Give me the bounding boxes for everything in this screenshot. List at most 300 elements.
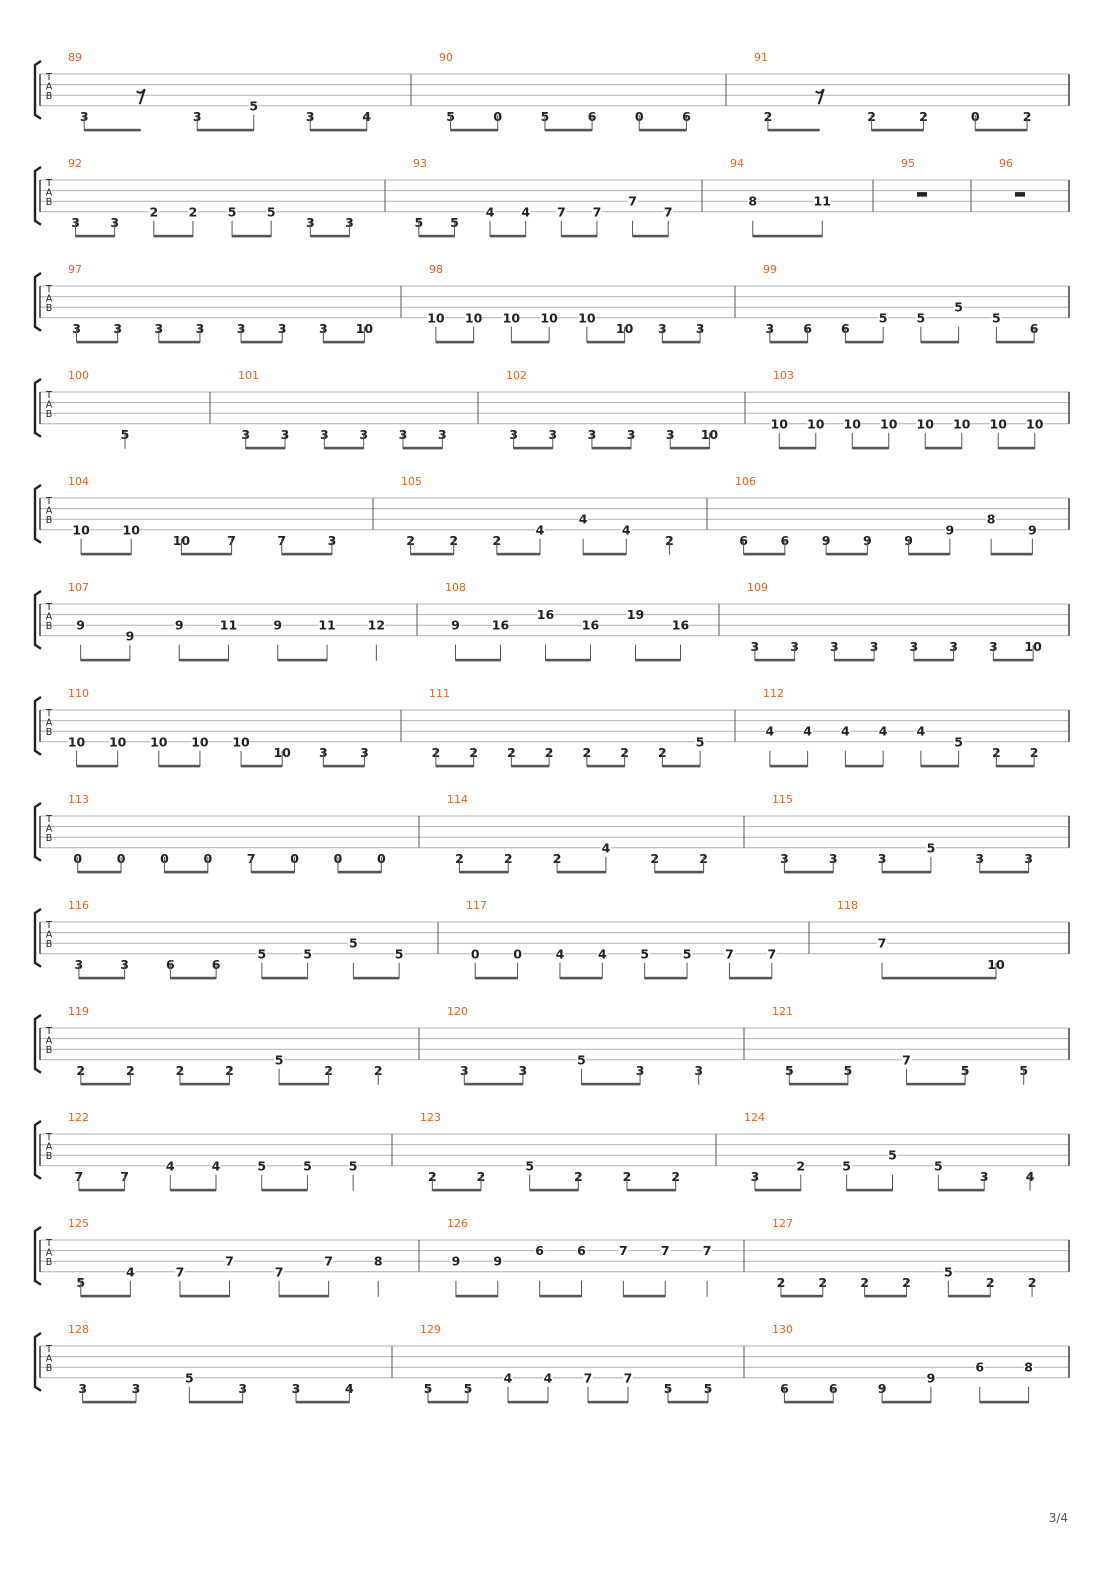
fret-number: 4	[165, 1158, 175, 1174]
beam	[78, 871, 121, 874]
beam	[645, 977, 687, 980]
fret-number: 3	[110, 214, 120, 230]
fret-number: 0	[333, 850, 343, 866]
measure-number: 127	[772, 1217, 793, 1230]
fret-number: 12	[367, 617, 386, 633]
measure-number: 94	[730, 157, 744, 170]
beam	[436, 341, 474, 344]
fret-number: 3	[694, 1062, 704, 1078]
fret-number: 3	[327, 532, 337, 548]
fret-number: 5	[992, 310, 1001, 326]
fret-number: 10	[464, 310, 483, 326]
fret-number: 7	[277, 532, 287, 548]
beam	[561, 235, 597, 238]
beam	[852, 447, 889, 450]
fret-number: 2	[699, 850, 708, 866]
fret-number: 0	[634, 108, 644, 124]
fret-number: 5	[916, 310, 926, 326]
fret-number: 3	[154, 320, 164, 336]
fret-number: 3	[305, 108, 315, 124]
tab-clef-letter: T	[46, 920, 52, 931]
fret-number: 3	[72, 320, 81, 336]
fret-number: 3	[587, 426, 597, 442]
fret-number: 7	[702, 1243, 712, 1259]
beam	[789, 1083, 848, 1086]
beam	[497, 553, 540, 556]
fret-number: 3	[113, 320, 123, 336]
fret-number: 10	[150, 734, 168, 750]
fret-number: 10	[987, 956, 1005, 972]
fret-number: 2	[763, 108, 773, 124]
fret-number: 5	[303, 946, 312, 962]
fret-number: 6	[739, 532, 748, 548]
beam	[996, 341, 1034, 344]
fret-number: 2	[503, 850, 513, 866]
beam	[546, 659, 591, 662]
fret-number: 7	[628, 193, 637, 209]
beam	[180, 1295, 230, 1298]
fret-number: 5	[960, 1062, 970, 1078]
fret-number: 6	[780, 1380, 789, 1396]
measure-number: 93	[413, 157, 427, 170]
measure-number: 109	[747, 581, 768, 594]
measure-number: 106	[735, 475, 756, 488]
fret-number: 5	[695, 734, 705, 750]
fret-number: 2	[324, 1062, 333, 1078]
beam	[662, 341, 700, 344]
fret-number: 7	[225, 1253, 234, 1269]
beam	[557, 871, 606, 874]
fret-number: 10	[191, 734, 209, 750]
beam	[770, 341, 808, 344]
beam	[865, 1295, 907, 1298]
fret-number: 2	[373, 1062, 383, 1078]
fret-number: 4	[362, 108, 372, 124]
fret-number: 3	[518, 1062, 528, 1078]
tab-clef-letter: T	[46, 1238, 52, 1249]
fret-number: 6	[535, 1243, 544, 1259]
beam	[232, 235, 271, 238]
beam	[744, 553, 785, 556]
fret-number: 3	[79, 108, 89, 124]
beam	[826, 553, 867, 556]
fret-number: 4	[765, 723, 775, 739]
fret-number: 10	[122, 522, 140, 538]
beam	[353, 977, 399, 980]
fret-number: 2	[126, 1062, 135, 1078]
fret-number: 7	[556, 204, 566, 220]
beam	[882, 977, 996, 980]
tab-clef-letter: B	[45, 1151, 53, 1162]
fret-number: 4	[485, 204, 495, 220]
fret-number: 5	[414, 214, 424, 230]
beam	[282, 553, 332, 556]
fret-number: 2	[225, 1062, 234, 1078]
fret-number: 4	[916, 723, 926, 739]
fret-number: 2	[622, 1168, 632, 1184]
tab-clef-letter: A	[45, 505, 53, 517]
beam	[588, 1401, 628, 1404]
fret-number: 6	[211, 956, 221, 972]
beam	[729, 977, 771, 980]
fret-number: 4	[521, 204, 531, 220]
measure-number: 111	[429, 687, 450, 700]
fret-number: 2	[919, 108, 928, 124]
fret-number: 2	[658, 744, 667, 760]
tab-clef-letter: A	[45, 1035, 53, 1047]
beam	[633, 235, 669, 238]
beam	[670, 447, 709, 450]
fret-number: 7	[583, 1370, 593, 1386]
beam	[323, 341, 364, 344]
fret-number: 9	[926, 1370, 936, 1386]
fret-number: 10	[989, 416, 1007, 432]
fret-number: 3	[78, 1380, 88, 1396]
measure-number: 119	[68, 1005, 89, 1018]
fret-number: 5	[120, 426, 130, 442]
tab-clef-letter: T	[46, 390, 52, 401]
fret-number: 9	[863, 532, 872, 548]
tab-clef-letter: A	[45, 1141, 53, 1153]
fret-number: 2	[573, 1168, 583, 1184]
beam	[76, 235, 115, 238]
fret-number: 10	[1024, 638, 1042, 654]
fret-number: 10	[540, 310, 558, 326]
fret-number: 10	[770, 416, 788, 432]
beam	[583, 553, 626, 556]
fret-number: 4	[503, 1370, 513, 1386]
fret-number: 3	[398, 426, 408, 442]
fret-number: 5	[934, 1158, 943, 1174]
fret-number: 9	[125, 628, 135, 644]
fret-number: 2	[992, 744, 1001, 760]
fret-number: 10	[67, 734, 86, 750]
tab-clef-letter: B	[45, 303, 53, 314]
tab-clef-letter: T	[46, 1344, 52, 1355]
fret-number: 3	[750, 638, 760, 654]
beam	[511, 765, 549, 768]
measure-number: 101	[238, 369, 259, 382]
beam	[627, 1189, 676, 1192]
measure-number: 89	[68, 51, 82, 64]
fret-number: 5	[394, 946, 404, 962]
measure-number: 102	[506, 369, 527, 382]
tab-clef-letter: A	[45, 399, 53, 411]
fret-number: 6	[166, 956, 175, 972]
beam	[436, 765, 474, 768]
whole-rest	[1015, 192, 1025, 197]
fret-number: 2	[149, 204, 159, 220]
fret-number: 5	[227, 204, 237, 220]
beam	[784, 871, 833, 874]
tab-clef-letter: T	[46, 1026, 52, 1037]
fret-number: 5	[446, 108, 455, 124]
beam	[623, 1295, 665, 1298]
beam	[592, 447, 631, 450]
fret-number: 9	[1028, 522, 1037, 538]
fret-number: 19	[626, 607, 645, 623]
fret-number: 7	[902, 1052, 911, 1068]
beam	[582, 1083, 641, 1086]
beam	[310, 235, 349, 238]
beam	[83, 1401, 136, 1404]
fret-number: 6	[828, 1380, 838, 1396]
fret-number: 4	[803, 723, 812, 739]
measure-number: 121	[772, 1005, 793, 1018]
beam	[262, 1189, 308, 1192]
beam	[197, 129, 254, 132]
tab-clef-letter: B	[45, 1045, 53, 1056]
fret-number: 3	[280, 426, 290, 442]
fret-number: 3	[975, 850, 985, 866]
beam	[925, 447, 962, 450]
beam	[991, 553, 1032, 556]
fret-number: 0	[116, 850, 126, 866]
beam	[411, 553, 454, 556]
fret-number: 16	[581, 617, 600, 633]
fret-number: 5	[266, 204, 276, 220]
fret-number: 11	[219, 617, 238, 633]
fret-number: 0	[513, 946, 522, 962]
tab-clef-letter: T	[46, 178, 52, 189]
beam	[419, 235, 455, 238]
fret-number: 5	[257, 946, 267, 962]
fret-number: 11	[813, 193, 831, 209]
fret-number: 9	[904, 532, 913, 548]
fret-number: 10	[502, 310, 521, 326]
fret-number: 5	[878, 310, 888, 326]
beam	[77, 765, 118, 768]
beam	[296, 1401, 349, 1404]
tab-clef-letter: A	[45, 81, 53, 93]
fret-number: 2	[455, 850, 464, 866]
measure-number: 124	[744, 1111, 765, 1124]
measure-number: 104	[68, 475, 89, 488]
beam	[180, 1083, 230, 1086]
beam	[996, 765, 1034, 768]
fret-number: 3	[74, 956, 84, 972]
fret-number: 4	[543, 1370, 553, 1386]
fret-number: 7	[592, 204, 602, 220]
tab-clef-letter: B	[45, 833, 53, 844]
fret-number: 0	[376, 850, 386, 866]
fret-number: 7	[725, 946, 734, 962]
fret-number: 7	[120, 1168, 129, 1184]
beam	[755, 1189, 801, 1192]
beam	[781, 1295, 823, 1298]
fret-number: 2	[902, 1274, 911, 1290]
fret-number: 2	[476, 1168, 486, 1184]
beam	[403, 447, 442, 450]
fret-number: 3	[277, 320, 287, 336]
fret-number: 3	[195, 320, 205, 336]
fret-number: 0	[290, 850, 299, 866]
fret-number: 5	[257, 1158, 267, 1174]
beam	[338, 871, 381, 874]
fret-number: 4	[555, 946, 565, 962]
measure-number: 90	[439, 51, 453, 64]
fret-number: 5	[784, 1062, 794, 1078]
fret-number: 5	[926, 840, 936, 856]
beam	[246, 447, 285, 450]
tab-clef-letter: T	[46, 814, 52, 825]
fret-number: 3	[318, 320, 328, 336]
fret-number: 3	[989, 638, 998, 654]
tab-clef-letter: B	[45, 621, 53, 632]
beam	[882, 1401, 931, 1404]
beam	[251, 871, 294, 874]
fret-number: 3	[548, 426, 558, 442]
tab-clef-letter: T	[46, 284, 52, 295]
beam	[514, 447, 553, 450]
fret-number: 8	[748, 193, 758, 209]
beam	[540, 1295, 582, 1298]
fret-number: 9	[877, 1380, 887, 1396]
tab-clef-letter: B	[45, 197, 53, 208]
page-number: 3/4	[1048, 1511, 1068, 1525]
fret-number: 4	[621, 522, 631, 538]
measure-number: 112	[763, 687, 784, 700]
beam	[241, 765, 282, 768]
fret-number: 3	[345, 214, 354, 230]
fret-number: 3	[360, 744, 369, 760]
fret-number: 5	[954, 299, 963, 315]
beam	[655, 871, 704, 874]
fret-number: 9	[945, 522, 955, 538]
fret-number: 10	[843, 416, 861, 432]
beam	[310, 129, 367, 132]
beam	[784, 1401, 833, 1404]
fret-number: 7	[877, 935, 887, 951]
fret-number: 5	[843, 1062, 853, 1078]
beam	[921, 765, 959, 768]
measure-number: 113	[68, 793, 89, 806]
tab-clef-letter: T	[46, 708, 52, 719]
fret-number: 3	[750, 1168, 760, 1184]
fret-number: 3	[695, 320, 705, 336]
fret-number: 7	[74, 1168, 84, 1184]
fret-number: 2	[492, 532, 502, 548]
tab-clef-letter: B	[45, 91, 53, 102]
beam	[170, 1189, 216, 1192]
beam	[79, 1189, 125, 1192]
fret-number: 7	[660, 1243, 670, 1259]
fret-number: 2	[188, 204, 198, 220]
fret-number: 3	[319, 426, 329, 442]
fret-number: 10	[880, 416, 898, 432]
fret-number: 2	[818, 1274, 828, 1290]
fret-number: 2	[796, 1158, 806, 1174]
tab-clef-letter: B	[45, 727, 53, 738]
beam	[768, 129, 820, 132]
fret-number: 9	[451, 617, 460, 633]
measure-number: 105	[401, 475, 422, 488]
measure-number: 91	[754, 51, 768, 64]
tab-clef-letter: B	[45, 1257, 53, 1268]
fret-number: 4	[841, 723, 850, 739]
fret-number: 5	[76, 1274, 86, 1290]
measure-number: 96	[999, 157, 1013, 170]
fret-number: 10	[72, 522, 90, 538]
measure-number: 126	[447, 1217, 468, 1230]
beam	[323, 765, 364, 768]
beam	[639, 129, 686, 132]
fret-number: 3	[828, 850, 838, 866]
fret-number: 4	[601, 840, 611, 856]
beam	[882, 871, 931, 874]
measure-number: 130	[772, 1323, 793, 1336]
beam	[279, 1083, 329, 1086]
beam	[980, 1401, 1029, 1404]
fret-number: 10	[578, 310, 596, 326]
beam	[907, 1083, 966, 1086]
fret-number: 3	[241, 426, 251, 442]
fret-number: 2	[582, 744, 592, 760]
fret-number: 6	[841, 320, 850, 336]
fret-number: 3	[459, 1062, 469, 1078]
fret-number: 6	[682, 108, 691, 124]
beam	[324, 447, 363, 450]
beam	[636, 659, 681, 662]
fret-number: 5	[348, 1158, 358, 1174]
fret-number: 6	[975, 1359, 985, 1375]
fret-number: 2	[449, 532, 459, 548]
measure-number: 123	[420, 1111, 441, 1124]
beam	[189, 1401, 242, 1404]
measure-number: 125	[68, 1217, 89, 1230]
beam	[847, 1189, 893, 1192]
eighth-rest	[137, 89, 145, 104]
measure-number: 116	[68, 899, 89, 912]
beam	[490, 235, 526, 238]
fret-number: 4	[1025, 1168, 1035, 1184]
fret-number: 3	[192, 108, 202, 124]
measure-number: 118	[837, 899, 858, 912]
beam	[980, 871, 1029, 874]
fret-number: 4	[878, 723, 888, 739]
beam	[464, 1083, 523, 1086]
beam	[530, 1189, 579, 1192]
fret-number: 5	[525, 1158, 535, 1174]
measure-number: 120	[447, 1005, 468, 1018]
fret-number: 16	[491, 617, 510, 633]
beam	[587, 765, 625, 768]
beam	[834, 659, 874, 662]
measure-number: 98	[429, 263, 443, 276]
tab-clef-letter: A	[45, 717, 53, 729]
tab-clef-letter: A	[45, 1353, 53, 1365]
beam	[475, 977, 517, 980]
beam	[662, 765, 700, 768]
fret-number: 2	[671, 1168, 681, 1184]
beam	[432, 1189, 481, 1192]
beam	[279, 1295, 329, 1298]
beam	[845, 341, 883, 344]
fret-number: 7	[274, 1264, 284, 1280]
fret-number: 5	[349, 935, 358, 951]
fret-number: 3	[626, 426, 636, 442]
fret-number: 2	[507, 744, 516, 760]
beam	[179, 659, 228, 662]
fret-number: 3	[1024, 850, 1033, 866]
beam	[79, 977, 125, 980]
beam	[508, 1401, 548, 1404]
fret-number: 2	[776, 1274, 786, 1290]
measure-number: 129	[420, 1323, 441, 1336]
fret-number: 5	[274, 1052, 284, 1068]
measure-number: 128	[68, 1323, 89, 1336]
fret-number: 5	[682, 946, 692, 962]
